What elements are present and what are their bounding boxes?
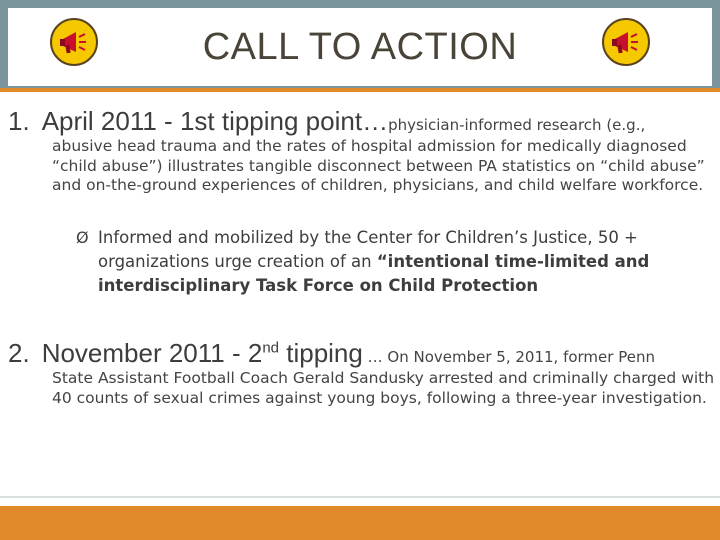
- item-lead: [42, 338, 363, 368]
- item-body: abusive head trauma and the rates of hospital admission for medically diagnosed “child abuse”) illustrates tangible disconnect between PA statistics on “child abuse” and on-the-ground experiences of children, physicians, and child welfare workforce.: [52, 137, 705, 194]
- footer-divider: [0, 496, 720, 498]
- list-item: [8, 106, 718, 196]
- item-inline-text: physician-informed research (e.g.,: [388, 116, 646, 134]
- bullet-arrow-icon: Ø: [76, 228, 89, 247]
- item-lead-pre: November 2011 - 2: [41, 338, 263, 368]
- footer-band: [0, 506, 720, 540]
- item-number: 2.: [8, 338, 30, 368]
- item-body: State Assistant Football Coach Gerald Sandusky arrested and criminally charged with 40 counts of sexual crimes against young boys, following a three-year investigation.: [52, 369, 715, 407]
- item-lead: April 2011 - 1st tipping point…: [41, 106, 389, 136]
- sub-bullet: [76, 226, 696, 298]
- item-lead-post: tipping: [279, 338, 363, 368]
- slide-title: CALL TO ACTION: [202, 26, 518, 68]
- item-lead-sup: nd: [262, 339, 280, 357]
- item-number: 1.: [8, 106, 30, 136]
- accent-rule: [0, 88, 720, 92]
- list-item: [8, 338, 718, 408]
- sub-bullet-bold: “intentional time-limited and interdisciplinary Task Force on Child Protection: [98, 252, 650, 295]
- item-inline-text: … On November 5, 2011, former Penn: [362, 348, 655, 366]
- sub-bullet-text: Informed and mobilized by the Center for Children’s Justice, 50 + organizations urge creation of an: [98, 228, 638, 271]
